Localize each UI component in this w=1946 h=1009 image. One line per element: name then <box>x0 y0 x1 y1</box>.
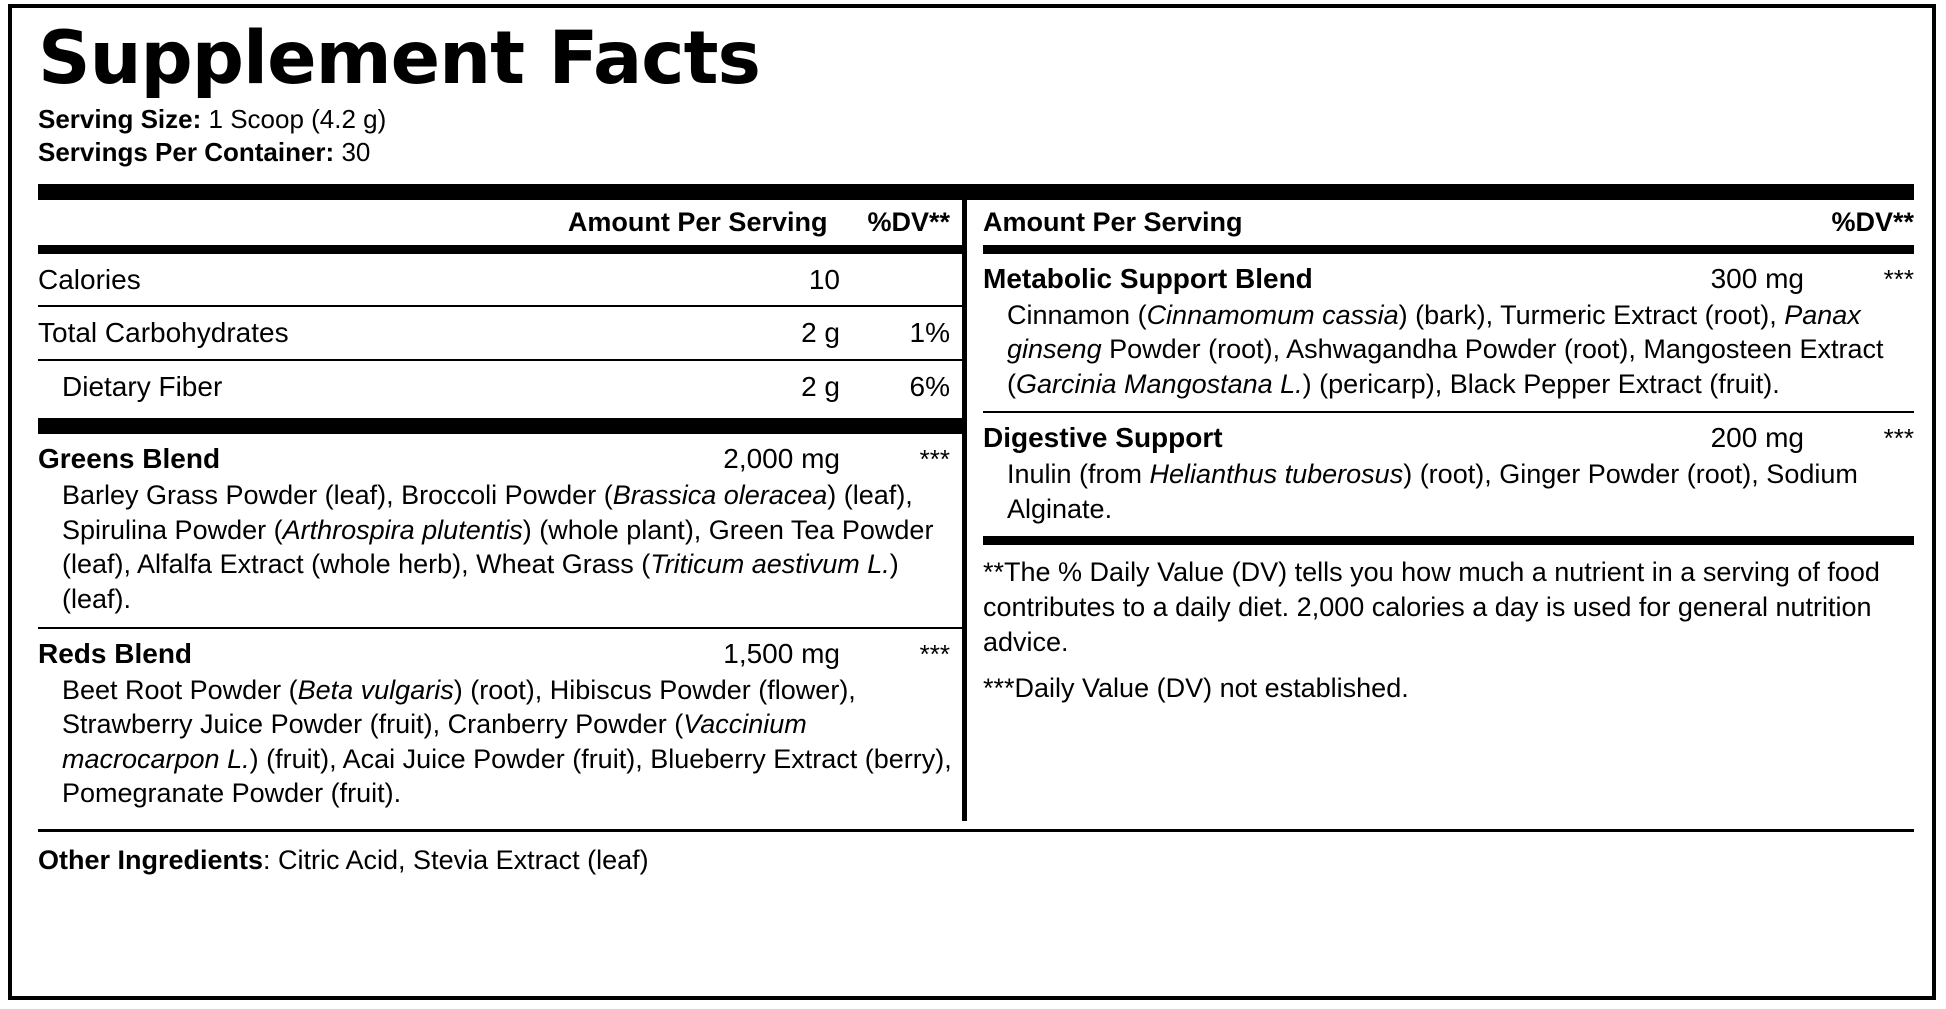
blend-dv: *** <box>1883 423 1914 454</box>
blend-name: Digestive Support <box>983 422 1223 454</box>
blend-amount: 300 mg <box>1710 262 1804 294</box>
left-column-header <box>38 200 962 245</box>
nutrient-name: Dietary Fiber <box>62 370 223 402</box>
table-row <box>38 254 962 306</box>
header-percent-dv: %DV** <box>1831 206 1914 237</box>
blend-dv: *** <box>919 444 950 475</box>
blend-ingredients-digestive: Inulin (from Helianthus tuberosus) (root), Ginger Powder (root), Sodium Alginate. <box>1007 459 1858 524</box>
blend-dv: *** <box>919 638 950 669</box>
footnote-dv-not-established: ***Daily Value (DV) not established. <box>983 672 1409 703</box>
blend-name: Reds Blend <box>38 637 193 669</box>
right-column <box>967 200 1914 821</box>
blend-amount: 200 mg <box>1710 422 1804 454</box>
blend-name: Metabolic Support Blend <box>983 262 1313 294</box>
header-percent-dv: %DV** <box>867 206 950 237</box>
divider-under-right-header <box>983 245 1914 254</box>
blend-amount: 1,500 mg <box>723 637 840 669</box>
table-row <box>38 361 962 413</box>
header-amount-per-serving: Amount Per Serving <box>567 206 828 237</box>
nutrient-amount: 2 g <box>801 317 840 349</box>
nutrient-dv: 6% <box>909 370 950 402</box>
other-ingredients <box>38 832 1914 878</box>
serving-size-line <box>38 103 1914 136</box>
other-ingredients-label: Other Ingredients <box>38 844 264 875</box>
page-title: Supplement Facts <box>38 16 760 101</box>
supplement-facts-panel <box>8 4 1936 1000</box>
right-column-header <box>983 200 1914 245</box>
servings-per-container-value: 30 <box>341 137 371 168</box>
blend-name: Greens Blend <box>38 443 221 475</box>
blend-header-reds <box>38 629 962 673</box>
supplement-facts-content <box>38 18 1914 877</box>
facts-columns <box>38 200 1914 821</box>
blend-ingredients-reds: Beet Root Powder (Beta vulgaris) (root), Hibiscus Powder (flower), Strawberry Juice Powder (fruit), Cranberry Powder (Vaccinium macrocarpon L.) (fruit), Acai Juice Powder (fruit), Blueberry Extract (berry), Pomegranate Powder (fruit). <box>62 674 952 809</box>
blend-header-greens <box>38 434 962 478</box>
nutrient-amount: 2 g <box>801 370 840 402</box>
footnote-daily-value: **The % Daily Value (DV) tells you how much a nutrient in a serving of food contributes to a daily diet. 2,000 calories a day is used for general nutrition advice. <box>983 557 1880 658</box>
blend-dv: *** <box>1883 263 1914 294</box>
blend-amount: 2,000 mg <box>723 443 840 475</box>
serving-size-label: Serving Size: <box>38 104 202 134</box>
blend-ingredients-metabolic: Cinnamon (Cinnamomum cassia) (bark), Turmeric Extract (root), Panax ginseng Powder (root), Ashwagandha Powder (root), Mangosteen Extract (Garcinia Mangostana L.) (pericarp), Black Pepper Extract (fruit). <box>1007 299 1884 399</box>
divider-above-footnotes <box>983 536 1914 545</box>
nutrient-amount: 10 <box>808 263 840 295</box>
servings-per-container-label: Servings Per Container: <box>38 137 335 168</box>
nutrient-name: Total Carbohydrates <box>38 317 289 349</box>
blend-ingredients-greens: Barley Grass Powder (leaf), Broccoli Powder (Brassica oleracea) (leaf), Spirulina Powder (Arthrospira plutentis) (whole plant), Green Tea Powder (leaf), Alfalfa Extract (whole herb), Wheat Grass (Triticum aestivum L.) (leaf). <box>62 480 934 614</box>
table-row <box>38 307 962 359</box>
divider-under-left-header <box>38 245 962 254</box>
header-amount-per-serving: Amount Per Serving <box>983 206 1243 237</box>
nutrient-dv: 1% <box>909 317 950 349</box>
serving-size-value: 1 Scoop (4.2 g) <box>208 104 387 134</box>
nutrient-name: Calories <box>38 263 141 295</box>
divider-thick-top <box>38 184 1914 200</box>
divider-thick-left <box>38 418 962 434</box>
other-ingredients-value: : Citric Acid, Stevia Extract (leaf) <box>263 844 649 875</box>
blend-header-digestive <box>983 413 1914 457</box>
left-column <box>38 200 962 821</box>
blend-header-metabolic <box>983 254 1914 298</box>
servings-per-container-line <box>38 136 1914 169</box>
